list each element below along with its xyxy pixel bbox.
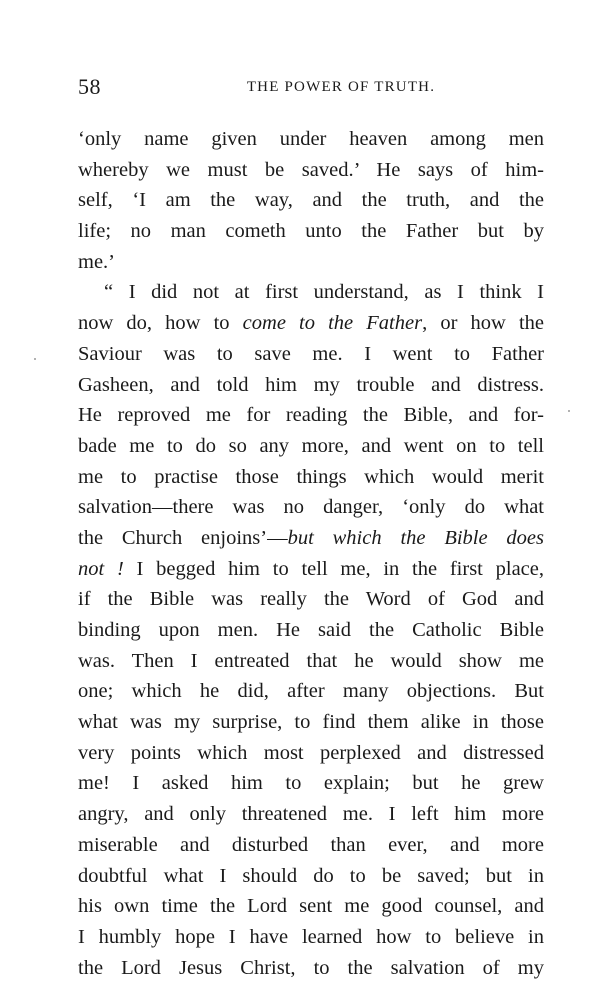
page-number: 58: [78, 74, 101, 99]
text-line: I humbly hope I have learned how to believe in: [78, 925, 544, 948]
text-line: the Lord Jesus Christ, to the salvation of my: [78, 956, 544, 979]
text-line: what was my surprise, to find them alike in those: [78, 711, 544, 734]
text-line: Gasheen, and told him my trouble and distress.: [78, 373, 544, 396]
text-line: doubtful what I should do to be saved; but in: [78, 864, 544, 887]
text-line: me! I asked him to explain; but he grew: [78, 772, 544, 795]
text-run: , or how the: [422, 312, 544, 335]
page-body-text: [78, 124, 544, 983]
text-line: if the Bible was really the Word of God and: [78, 588, 544, 611]
text-line: self, ‘I am the way, and the truth, and the: [78, 189, 544, 212]
text-line: angry, and only threatened me. I left him more: [78, 803, 544, 826]
italic-text: but which the Bible does: [287, 526, 544, 549]
text-run: the Church enjoins’—: [78, 526, 288, 549]
paper-speck: [568, 410, 570, 412]
text-line: [78, 308, 544, 339]
paper-speck: [34, 358, 36, 360]
italic-text: not !: [78, 557, 124, 580]
text-run: I begged him to tell me, in the first place,: [123, 557, 544, 580]
text-line: salvation—there was no danger, ‘only do what: [78, 496, 544, 519]
text-line: was. Then I entreated that he would show me: [78, 649, 544, 672]
text-line: ‘only name given under heaven among men: [78, 128, 544, 150]
italic-text: come to the Father: [242, 312, 423, 335]
text-line: very points which most perplexed and distressed: [78, 741, 544, 764]
text-line: life; no man cometh unto the Father but by: [78, 220, 544, 243]
text-line: whereby we must be saved.’ He says of him-: [78, 158, 544, 181]
text-line: me to practise those things which would merit: [78, 465, 544, 488]
text-line: [78, 523, 544, 554]
text-line: Saviour was to save me. I went to Father: [78, 342, 544, 365]
text-line: “ I did not at first understand, as I think I: [104, 281, 544, 304]
text-line: one; which he did, after many objections. But: [78, 680, 544, 703]
text-line: He reproved me for reading the Bible, and for-: [78, 404, 544, 427]
page-header: [78, 74, 544, 104]
text-line: me.’: [78, 250, 115, 273]
text-line: his own time the Lord sent me good counsel, and: [78, 895, 544, 918]
text-run: now do, how to: [78, 312, 243, 335]
text-line: miserable and disturbed than ever, and more: [78, 833, 544, 856]
text-line: binding upon men. He said the Catholic Bible: [78, 619, 544, 641]
running-title: THE POWER OF TRUTH.: [246, 79, 436, 95]
text-line: [78, 554, 544, 585]
text-line: bade me to do so any more, and went on to tell: [78, 434, 544, 457]
